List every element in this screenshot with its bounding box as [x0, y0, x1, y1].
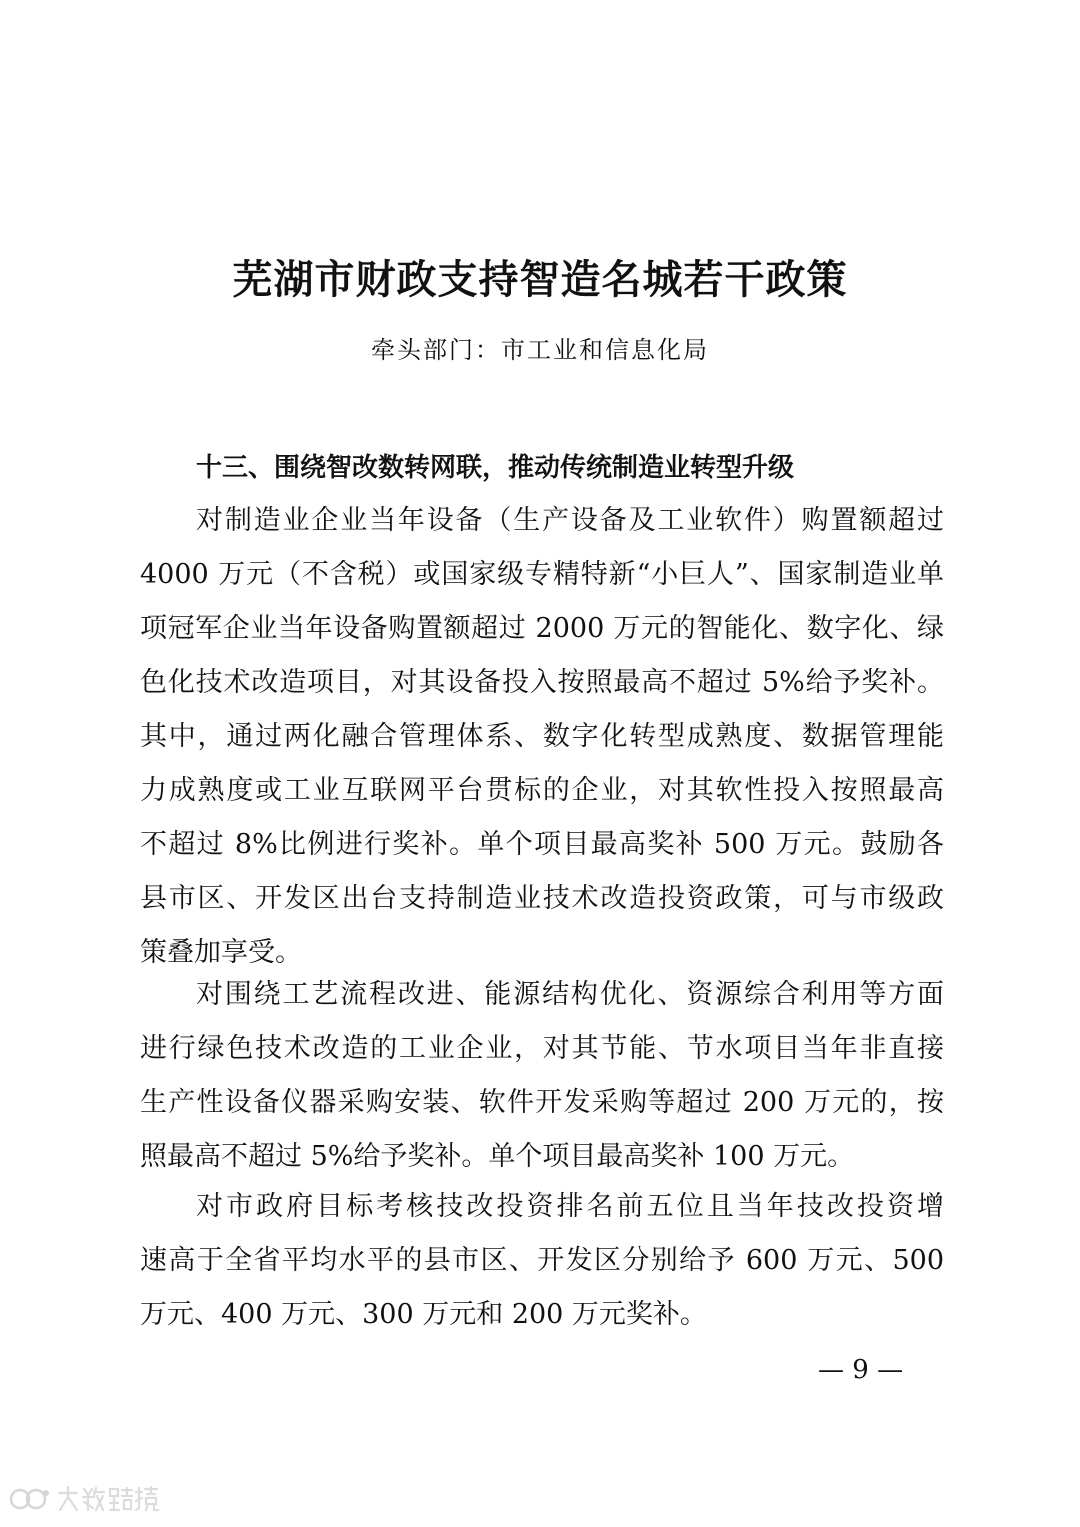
watermark — [8, 1482, 160, 1516]
paragraph-line: 其中，通过两化融合管理体系、数字化转型成熟度、数据管理能 — [140, 721, 944, 752]
paragraph-line: 生产性设备仪器采购安装、软件开发采购等超过 200 万元的，按 — [140, 1087, 944, 1118]
paragraph-line: 色化技术改造项目，对其设备投入按照最高不超过 5%给予奖补。 — [140, 667, 944, 698]
paragraph-line: 不超过 8%比例进行奖补。单个项目最高奖补 500 万元。鼓励各 — [140, 829, 944, 860]
paragraph-1 — [140, 494, 944, 980]
paragraph-line: 4000 万元（不含税）或国家级专精特新“小巨人”、国家制造业单 — [140, 559, 944, 590]
paragraph-line: 进行绿色技术改造的工业企业，对其节能、节水项目当年非直接 — [140, 1033, 944, 1064]
paragraph-line: 万元、400 万元、300 万元和 200 万元奖补。 — [140, 1299, 707, 1330]
paragraph-line: 对围绕工艺流程改进、能源结构优化、资源综合利用等方面 — [196, 979, 944, 1010]
paragraph-line: 县市区、开发区出台支持制造业技术改造投资政策，可与市级政 — [140, 883, 944, 914]
lead-department: 牵头部门：市工业和信息化局 — [371, 336, 709, 364]
page-title: 芜湖市财政支持智造名城若干政策 — [232, 256, 848, 303]
page-number: — 9 — — [818, 1355, 904, 1385]
paragraph-line: 速高于全省平均水平的县市区、开发区分别给予 600 万元、500 — [140, 1245, 944, 1276]
watermark-wordmark-icon — [56, 1484, 160, 1514]
paragraph-line: 策叠加享受。 — [140, 937, 302, 968]
paragraph-line: 对制造业企业当年设备（生产设备及工业软件）购置额超过 — [196, 505, 944, 536]
paragraph-line: 力成熟度或工业互联网平台贯标的企业，对其软性投入按照最高 — [140, 775, 944, 806]
watermark-logo-icon — [8, 1484, 52, 1514]
paragraph-line: 项冠军企业当年设备购置额超过 2000 万元的智能化、数字化、绿 — [140, 613, 944, 644]
paragraph-line: 对市政府目标考核技改投资排名前五位且当年技改投资增 — [196, 1191, 944, 1222]
paragraph-line: 照最高不超过 5%给予奖补。单个项目最高奖补 100 万元。 — [140, 1141, 855, 1172]
section-heading: 十三、围绕智改数转网联，推动传统制造业转型升级 — [196, 453, 795, 483]
paragraph-2 — [140, 968, 944, 1184]
paragraph-3 — [140, 1180, 944, 1342]
